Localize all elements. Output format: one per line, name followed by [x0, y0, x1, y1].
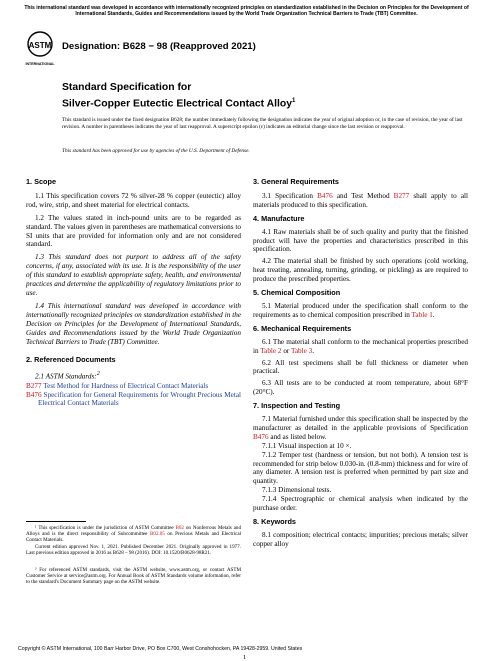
- ref-code-b277[interactable]: B277: [26, 381, 42, 390]
- section-1-heading: 1. Scope: [26, 177, 57, 186]
- reference-b476[interactable]: [26, 391, 241, 409]
- section-5-heading: 5. Chemical Composition: [253, 288, 341, 298]
- title-line-1: Standard Specification for: [62, 82, 192, 93]
- link-table-3[interactable]: Table 3: [290, 346, 313, 355]
- para-1-3: 1.3 This standard does not purport to address all of the safety concerns, if any, associated with its use. It is the responsibility of the user of this standard to establish appropriate safety, health, and environmental practices and determine the applicability of regulatory limitations prior to use.: [26, 253, 241, 297]
- link-b476-2[interactable]: B476: [253, 432, 269, 441]
- document-title: [62, 82, 295, 110]
- page-number: 1: [243, 654, 247, 661]
- para-7-1-3: 7.1.3 Dimensional tests.: [262, 486, 332, 495]
- svg-text:INTERNATIONAL: INTERNATIONAL: [25, 62, 55, 66]
- title-line-2: Silver-Copper Eutectic Electrical Contact Alloy$^1$: [62, 97, 296, 109]
- issue-note: This standard is issued under the fixed designation B628; the number immediately following the designation indicates the year of original adoption or, in the case of revision, the year of last revision. A number in parentheses indicates the year of last reapproval. A superscript epsilon (ε) indicates an editorial change since the last revision or reapproval.: [62, 117, 463, 130]
- link-b02[interactable]: B02: [175, 525, 184, 531]
- link-b277[interactable]: B277: [393, 191, 410, 200]
- svg-text:ASTM: ASTM: [28, 41, 52, 50]
- para-5-1: 5.1 Material produced under the specification shall conform to the requirements as to chemical composition prescribed in Table 1.: [253, 301, 468, 319]
- section-3-heading: 3. General Requirements: [253, 177, 339, 186]
- ref-title-b476[interactable]: Specification for General Requirements for Wrought Precious Metal Electrical Contact Materials: [38, 390, 242, 408]
- para-1-4: 1.4 This international standard was developed in accordance with internationally recognized principles on standardization established in the Decision on Principles for the Development of International Standards, Guides and Recommendations issued by the World Trade Organization Technical Barriers to Trade (TBT) Committee.: [26, 301, 241, 346]
- section-2-heading: 2. Referenced Documents: [26, 355, 116, 365]
- ref-code-b476[interactable]: B476: [26, 390, 42, 399]
- ref-title-b277[interactable]: Test Method for Hardness of Electrical Contact Materials: [43, 381, 209, 390]
- para-4-1: 4.1 Raw materials shall be of such quality and purity that the finished product will have the properties and characteristics prescribed in this specification.: [253, 227, 468, 254]
- para-8-1: 8.1 composition; electrical contacts; impurities; precious metals; silver copper alloy: [253, 530, 468, 548]
- section-8-heading: 8. Keywords: [253, 517, 296, 526]
- link-b476[interactable]: B476: [317, 191, 333, 200]
- para-7-1: 7.1 Material furnished under this specification shall be inspected by the manufacturer as detailed in the applicable provisions of Specification B476 and as listed below.: [253, 415, 468, 441]
- para-2-1: 2.1 ASTM Standards:$^2$: [35, 371, 100, 381]
- para-1-2: 1.2 The values stated in inch-pound units are to be regarded as standard. The values given in parentheses are mathematical conversions to SI units that are provided for information only and are not considered standard.: [26, 213, 241, 249]
- para-7-1-4: 7.1.4 Spectrographic or chemical analysis when indicated by the purchase order.: [253, 495, 468, 513]
- para-6-1: 6.1 The material shall conform to the mechanical properties prescribed in Table 2 or Table 3.: [253, 337, 468, 355]
- astm-international-logo: [25, 30, 55, 70]
- title-footnote-marker[interactable]: 1: [292, 97, 296, 104]
- footnote-rule: [26, 521, 86, 522]
- para-7-1-2: 7.1.2 Temper test (hardness or tension, but not both). A tension test is recommended for strip below 0.030-in. (0.8-mm) thickness and for wire of any diameter. A tension test is preferred when permitted by part size and quantity.: [253, 450, 468, 486]
- link-b02-05[interactable]: B02.05: [150, 531, 165, 538]
- reference-b277[interactable]: [26, 382, 241, 391]
- copyright-notice: Copyright © ASTM International, 100 Barr Harbor Drive, PO Box C700, West Conshohocken, PA 19428-2959. United States: [18, 646, 303, 652]
- footnote-2: ² For referenced ASTM standards, visit the ASTM website, www.astm.org, or contact ASTM Customer Service at service@astm.org. For Annual Book of ASTM Standards volume information, refer to the standard's Document Summary page on the ASTM website.: [26, 567, 241, 586]
- link-table-1[interactable]: Table 1: [411, 310, 433, 319]
- approval-note: This standard has been approved for use by agencies of the U.S. Department of Defense.: [62, 148, 250, 154]
- para-6-2: 6.2 All test specimens shall be full thickness or diameter when practical.: [253, 358, 468, 376]
- para-7-1-1: 7.1.1 Visual inspection at 10 ×.: [262, 441, 352, 450]
- footnote-2-marker[interactable]: 2: [96, 371, 100, 378]
- para-6-3: 6.3 All tests are to be conducted at room temperature, about 68°F (20°C).: [253, 379, 468, 397]
- section-4-heading: 4. Manufacture: [253, 213, 305, 223]
- right-column: [253, 178, 468, 549]
- left-column: [26, 178, 241, 408]
- para-4-2: 4.2 The material shall be finished by such operations (cold working, heat treating, annealing, turning, grinding, or pickling) as are required to produce the prescribed properties.: [253, 257, 468, 284]
- para-3-1: 3.1 Specification B476 and Test Method B277 shall apply to all materials produced to this specification.: [253, 191, 469, 209]
- footnote-1-edition: Current edition approved Nov. 1, 2021. Published December 2021. Originally approved in 1977. Last previous edition approved in 2016 as B628 – 98 (2016). DOI: 10.1520/B0628-98R21.: [26, 543, 241, 556]
- section-7-heading: 7. Inspection and Testing: [253, 401, 341, 411]
- para-1-1: 1.1 This specification covers 72 % silver-28 % copper (eutectic) alloy rod, wire, strip, and sheet material for electrical contacts.: [26, 191, 241, 209]
- footnote-1: ¹ This specification is under the jurisdiction of ASTM Committee B02 on Nonferrous Metals and Alloys and is the direct responsibility of Subcommittee B02.05 on Precious Metals and Electrical Contact Materials. Current edition approved Nov. 1, 2021. Published December 2021. Originally approved in 1977. Last previous edition approved in 2016 as B628 – 98 (2016). DOI: 10.1520/B0628-98R21.: [26, 525, 241, 556]
- designation: Designation: B628 − 98 (Reapproved 2021): [62, 41, 256, 52]
- top-notice: This international standard was developed in accordance with internationally recognized principles on standardization established in the Decision on Principles for the Development of International Standards, Guides and Recommendations issued by the World Trade Organization Technical Barriers to Trade (TBT) Committee.: [24, 5, 469, 18]
- link-table-2[interactable]: Table 2: [260, 346, 282, 355]
- section-6-heading: 6. Mechanical Requirements: [253, 323, 352, 333]
